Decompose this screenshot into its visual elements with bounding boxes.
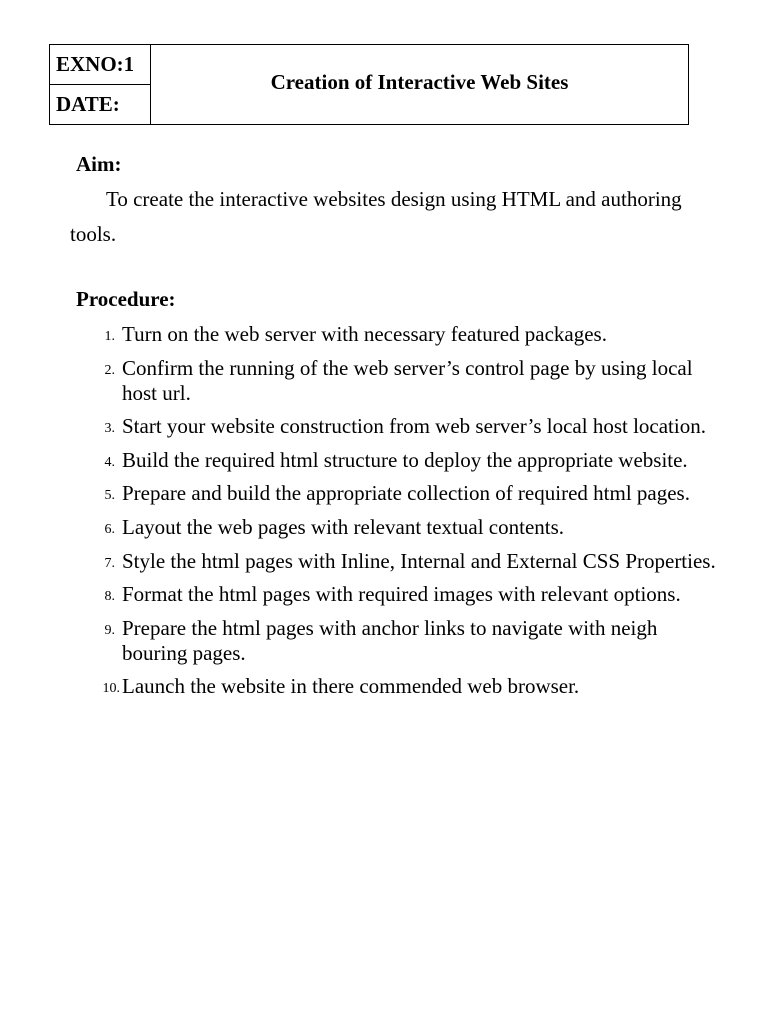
step-number: 5. xyxy=(104,488,115,504)
step-number: 9. xyxy=(104,622,115,638)
procedure-step xyxy=(0,616,768,666)
step-number: 7. xyxy=(104,555,115,571)
procedure-step xyxy=(0,515,768,540)
step-text: Format the html pages with required images with relevant options. xyxy=(122,582,681,607)
step-text: Prepare the html pages with anchor links to navigate with neigh bouring pages. xyxy=(122,615,658,665)
procedure-step xyxy=(0,481,768,506)
step-text: Build the required html structure to deploy the appropriate website. xyxy=(122,447,688,472)
procedure-list xyxy=(0,322,768,708)
step-text: Prepare and build the appropriate collection of required html pages. xyxy=(122,481,690,506)
exno-label: EXNO:1 xyxy=(50,45,150,85)
step-text: Launch the website in there commended web browser. xyxy=(122,674,580,699)
step-number: 3. xyxy=(104,421,115,437)
procedure-heading: Procedure: xyxy=(76,287,176,311)
procedure-step xyxy=(0,322,768,347)
date-label: DATE: xyxy=(56,92,120,116)
document-title: Creation of Interactive Web Sites xyxy=(270,70,569,94)
procedure-step xyxy=(0,549,768,574)
procedure-step xyxy=(0,674,768,699)
step-text: Turn on the web server with necessary featured packages. xyxy=(122,322,607,346)
procedure-step xyxy=(0,414,768,439)
step-text: Style the html pages with Inline, Internal and External CSS Properties. xyxy=(122,548,716,573)
header-title-cell xyxy=(151,45,688,124)
aim-heading: Aim: xyxy=(76,152,122,176)
procedure-step xyxy=(0,582,768,607)
header-left-column xyxy=(50,45,151,124)
aim-text: To create the interactive websites design using HTML and authoring tools. xyxy=(70,187,682,246)
step-number: 8. xyxy=(104,589,115,605)
procedure-step xyxy=(0,448,768,473)
step-number: 6. xyxy=(104,521,115,537)
aim-paragraph xyxy=(70,182,690,252)
step-number: 4. xyxy=(104,454,115,470)
step-text: Layout the web pages with relevant textual contents. xyxy=(122,514,565,539)
step-number: 10. xyxy=(102,681,120,697)
header-table xyxy=(49,44,689,125)
step-number: 1. xyxy=(104,329,115,344)
step-number: 2. xyxy=(104,362,115,378)
step-text: Start your website construction from web server’s local host location. xyxy=(122,414,706,439)
procedure-step xyxy=(0,356,768,406)
step-text: Confirm the running of the web server’s control page by using local host url. xyxy=(122,355,693,405)
